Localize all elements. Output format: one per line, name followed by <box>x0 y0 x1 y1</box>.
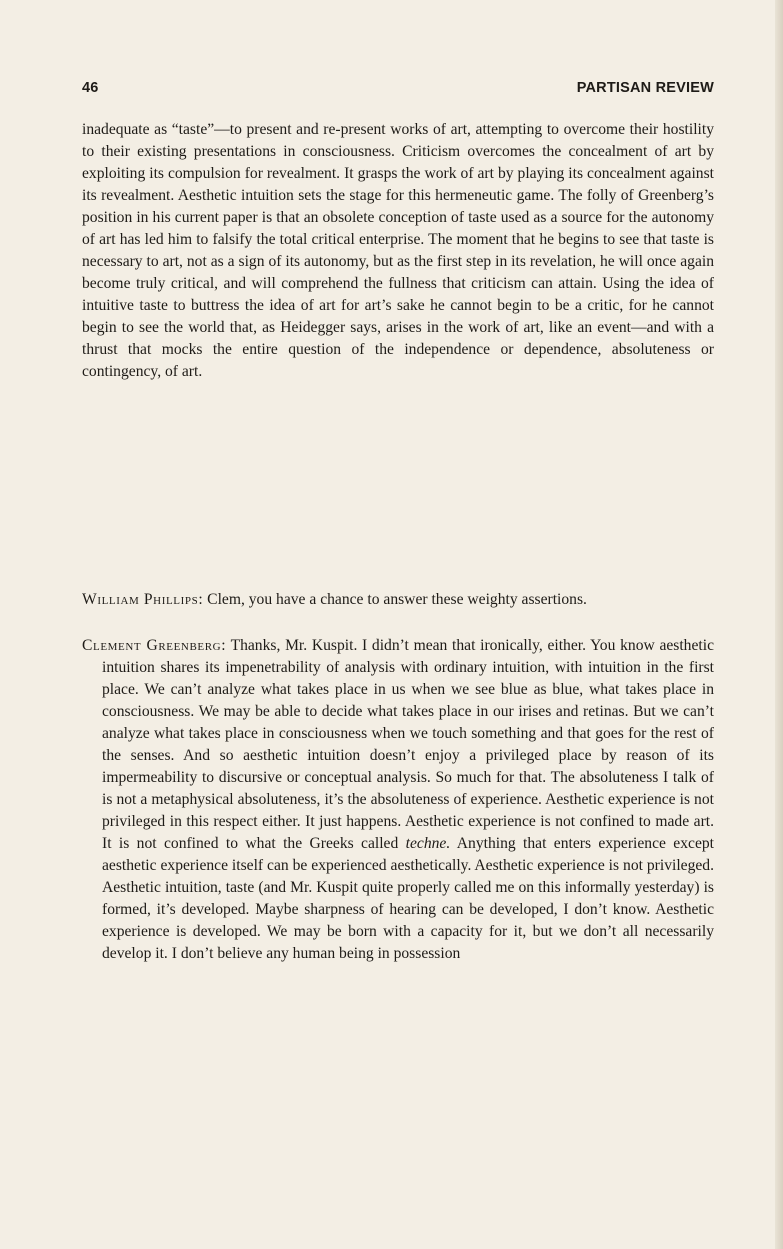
speaker-text-continued: Anything that enters experience except aesthetic experience itself can be experienced aesthetically. Aesthetic experience is not privileged. Aesthetic intuition, taste (and Mr. Kuspit quite properly called me on this informally yesterday) is formed, it’s developed. Maybe sharpness of hearing can be developed, I don’t know. Aesthetic experience is developed. We may be born with a capacity for it, but we don’t all necessarily develop it. I don’t believe any human being in possession <box>102 835 714 962</box>
body-paragraph: inadequate as “taste”—to present and re-present works of art, attempting to overcome their hostility to their existing presentations in consciousness. Criticism overcomes the concealment of art by exploiting its compulsion for revealment. It grasps the work of art by playing its concealment against its revealment. Aesthetic intuition sets the stage for this hermeneutic game. The folly of Greenberg’s position in his current paper is that an obsolete conception of taste used as a source for the autonomy of art has led him to falsify the total critical enterprise. The moment that he begins to see that taste is necessary to art, not as a sign of its autonomy, but as the first step in its revelation, he will once again become truly critical, and will comprehend the fullness that criticism can attain. Using the idea of intuitive taste to buttress the idea of art for art’s sake he cannot begin to be a critic, for he cannot begin to see the world that, as Heidegger says, arises in the work of art, like an event—and with a thrust that mocks the entire question of the independence or dependence, absoluteness or contingency, of art. <box>82 121 714 380</box>
running-title: PARTISAN REVIEW <box>576 80 714 96</box>
speaker-name: Clement Greenberg: <box>82 637 227 654</box>
emphasized-term: techne. <box>405 835 451 852</box>
running-header <box>82 80 714 102</box>
speaker-turn-phillips <box>82 589 714 611</box>
speaker-turn-greenberg <box>82 635 714 965</box>
speaker-text: Clem, you have a chance to answer these weighty assertions. <box>203 591 587 608</box>
page-edge <box>775 0 783 1249</box>
speaker-name: William Phillips: <box>82 591 204 608</box>
speaker-text: Thanks, Mr. Kuspit. I didn’t mean that ironically, either. You know aesthetic intuition shares its impenetrability of analysis with ordinary intuition, with intuition in the first place. We can’t analyze what takes place in us when we see blue as blue, what takes place in consciousness. We may be able to decide what takes place in our irises and retinas. But we can’t analyze what takes place in consciousness when we touch something and that goes for the rest of the senses. And so aesthetic intuition doesn’t enjoy a privileged place by reason of its impermeability to discursive or conceptual analysis. So much for that. The absoluteness I talk of is not a metaphysical absoluteness, it’s the absoluteness of experience. Aesthetic experience is not privileged in this respect either. It just happens. Aesthetic experience is not confined to made art. It is not confined to what the Greeks called <box>102 637 714 852</box>
page-number: 46 <box>82 80 99 96</box>
